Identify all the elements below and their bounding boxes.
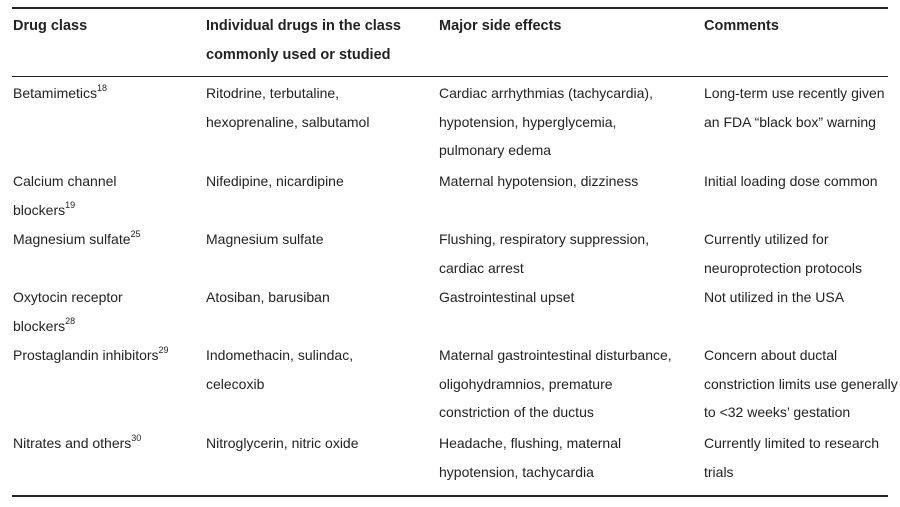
- cell-text-line: Flushing, respiratory suppression,: [439, 231, 650, 247]
- header-drug-class: Drug class: [13, 18, 88, 34]
- cell-text-line: blockers$^{19}$: [13, 199, 76, 218]
- cell-text-line: hypotension, tachycardia: [439, 463, 594, 480]
- cell-text-line: Betamimetics$^{18}$: [13, 83, 108, 101]
- cell-individual-drugs: [206, 167, 344, 196]
- cell-text-line: Prostaglandin inhibitors$^{29}$: [13, 345, 169, 363]
- cell-text-line: blockers$^{28}$: [13, 315, 76, 334]
- cell-comments: [704, 429, 879, 486]
- cell-text-line: Atosiban, barusiban: [206, 289, 330, 305]
- cell-comments: [704, 225, 862, 282]
- cell-text-line: hypotension, hyperglycemia,: [439, 113, 617, 130]
- cell-drug-class: [13, 341, 169, 370]
- cell-drug-class: [13, 79, 107, 108]
- header-comments: Comments: [704, 18, 779, 34]
- cell-text-line: pulmonary edema: [439, 142, 552, 158]
- cell-side-effects: [439, 79, 653, 165]
- reference-superscript: 19: [65, 199, 76, 210]
- cell-drug-class: [13, 167, 117, 224]
- cell-text-line: oligohydramnios, premature: [439, 375, 613, 392]
- cell-text-line: Initial loading dose common: [704, 173, 878, 189]
- cell-comments: [704, 167, 878, 196]
- cell-text-line: Currently limited to research: [704, 435, 880, 451]
- cell-text-line: constriction of the ductus: [439, 404, 594, 420]
- cell-text-line: Magnesium sulfate$^{25}$: [13, 229, 141, 247]
- cell-text-line: Nitrates and others$^{30}$: [13, 433, 142, 451]
- cell-individual-drugs: [206, 225, 324, 254]
- cell-text-line: Maternal gastrointestinal disturbance,: [439, 347, 672, 363]
- reference-superscript: 25: [130, 229, 141, 240]
- cell-individual-drugs: [206, 429, 359, 458]
- cell-text-line: Not utilized in the USA: [704, 289, 845, 305]
- reference-superscript: 18: [97, 83, 108, 94]
- cell-text-line: Concern about ductal: [704, 347, 838, 363]
- reference-superscript: 29: [158, 345, 169, 356]
- header-individual-drugs: Individual drugs in the class commonly used or studied: [206, 18, 401, 63]
- reference-superscript: 30: [131, 433, 142, 444]
- cell-drug-class: [13, 429, 141, 458]
- cell-text-line: trials: [704, 463, 734, 480]
- cell-individual-drugs: [206, 79, 369, 136]
- cell-comments: [704, 283, 844, 312]
- cell-individual-drugs: [206, 341, 353, 398]
- cell-text-line: Long-term use recently given: [704, 85, 885, 101]
- cell-text-line: Currently utilized for: [704, 231, 829, 247]
- table-bottom-rule: [12, 495, 888, 497]
- cell-text-line: Nitroglycerin, nitric oxide: [206, 435, 359, 451]
- cell-side-effects: [439, 429, 621, 486]
- cell-text-line: cardiac arrest: [439, 259, 524, 276]
- cell-text-line: Nifedipine, nicardipine: [206, 173, 344, 189]
- cell-text-line: neuroprotection protocols: [704, 259, 862, 276]
- cell-text-line: constriction limits use generally: [704, 375, 898, 392]
- cell-text-line: to <32 weeks’ gestation: [704, 404, 851, 420]
- cell-drug-class: [13, 283, 123, 340]
- cell-text-line: Ritodrine, terbutaline,: [206, 85, 340, 101]
- cell-side-effects: [439, 225, 649, 282]
- cell-side-effects: [439, 341, 672, 427]
- cell-text-line: Calcium channel: [13, 173, 117, 189]
- cell-comments: [704, 341, 898, 427]
- cell-text-line: Gastrointestinal upset: [439, 289, 575, 305]
- cell-text-line: Indomethacin, sulindac,: [206, 347, 354, 363]
- table-top-rule: [12, 7, 888, 9]
- cell-text-line: Headache, flushing, maternal: [439, 435, 622, 451]
- cell-individual-drugs: [206, 283, 330, 312]
- cell-text-line: an FDA “black box” warning: [704, 113, 876, 130]
- cell-text-line: Cardiac arrhythmias (tachycardia),: [439, 85, 653, 101]
- cell-comments: [704, 79, 885, 136]
- cell-text-line: hexoprenaline, salbutamol: [206, 113, 370, 130]
- cell-text-line: celecoxib: [206, 375, 265, 392]
- cell-text-line: Magnesium sulfate: [206, 231, 324, 247]
- cell-text-line: Oxytocin receptor: [13, 289, 123, 305]
- cell-side-effects: [439, 283, 574, 312]
- reference-superscript: 28: [65, 315, 76, 326]
- cell-drug-class: [13, 225, 141, 254]
- header-side-effects: Major side effects: [439, 18, 562, 34]
- cell-text-line: Maternal hypotension, dizziness: [439, 173, 639, 189]
- header-separator: [12, 76, 888, 77]
- cell-side-effects: [439, 167, 638, 196]
